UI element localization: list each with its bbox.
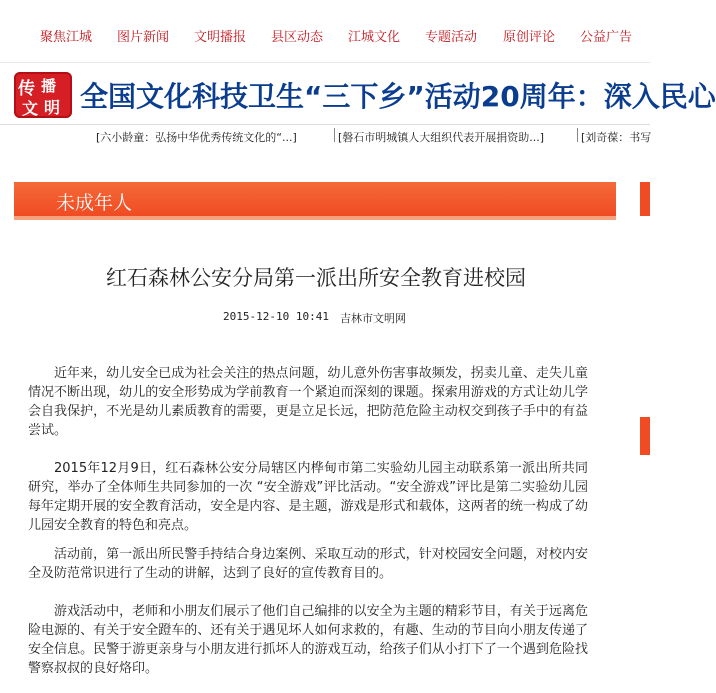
masthead-banner <box>0 62 716 125</box>
article-paragraph: 游戏活动中，老师和小朋友们展示了他们自己编排的以安全为主题的精彩节目，有关于远离危险电源的、有关于安全蹬车的、还有关于遇见坏人如何求救的，有趣、生动的节目向小朋友传递了安全信息。民警于游更亲身与小朋友进行抓坏人的游戏互动，给孩子们从小打下了一个遇到危险找警察叔叔的良好烙印。 <box>28 604 588 676</box>
svg-text:明: 明 <box>44 98 61 117</box>
ticker-item[interactable]: [磐石市明城镇人大组织代表开展捐资助...] <box>338 131 545 144</box>
nav-item-jiangcheng-culture[interactable]: 江城文化 <box>348 30 401 45</box>
sidebar-edge <box>640 182 650 216</box>
article-source: 吉林市文明网 <box>340 312 406 325</box>
article-paragraph: 近年来，幼儿安全已成为社会关注的热点问题，幼儿意外伤害事故频发，拐卖儿童、走失儿童情况不断出现，幼儿的安全形势成为学前教育一个紧迫而深刻的课题。探索用游戏的方式让幼儿学会自我保护，不光是幼儿素质教育的需要，更是立足长远，把防范危险主动权交到孩子手中的有益尝试。 <box>28 366 588 438</box>
nav-item-civilization-broadcast[interactable]: 文明播报 <box>194 30 247 45</box>
article-date: 2015-12-10 10:41 <box>223 310 329 323</box>
nav-item-jujiao[interactable]: 聚焦江城 <box>40 30 93 45</box>
article-paragraph: 活动前，第一派出所民警手持结合身边案例、采取互动的形式，针对校园安全问题，对校内安全及防范常识进行了生动的讲解，达到了良好的宣传教育目的。 <box>28 547 588 581</box>
article-title: 红石森林公安分局第一派出所安全教育进校园 <box>106 266 526 290</box>
nav-item-county-news[interactable]: 县区动态 <box>271 30 324 45</box>
logo-calligraphy-icon <box>14 72 72 118</box>
nav-item-special-events[interactable]: 专题活动 <box>425 30 478 45</box>
category-header <box>14 182 616 216</box>
ticker-item[interactable]: [六小龄童：弘扬中华优秀传统文化的“...] <box>96 131 297 144</box>
nav-item-picture-news[interactable]: 图片新闻 <box>117 30 170 45</box>
svg-text:传: 传 <box>18 79 35 99</box>
category-label[interactable]: 未成年人 <box>56 192 133 214</box>
masthead-headline[interactable]: 全国文化科技卫生“三下乡”活动20周年：深入民心 <box>80 80 716 113</box>
nav-item-public-ads[interactable]: 公益广告 <box>580 30 633 45</box>
ticker-divider <box>334 128 335 142</box>
site-logo[interactable] <box>14 72 72 118</box>
svg-text:文: 文 <box>22 99 39 118</box>
svg-text:播: 播 <box>41 77 57 95</box>
ticker-item[interactable]: [刘奇葆：书写 <box>581 131 652 144</box>
top-nav <box>0 0 650 63</box>
news-ticker <box>0 124 650 148</box>
sidebar-edge <box>640 417 650 455</box>
article-paragraph: 2015年12月9日，红石森林公安分局辖区内桦甸市第二实验幼儿园主动联系第一派出所共同研究，举办了全体师生共同参加的一次 “安全游戏”评比活动。“安全游戏”评比是第二实验幼儿园每年定期开展的安全教育活动，安全是内容、是主题，游戏是形式和载体，这两者的统一构成了幼儿园安全教育的特色和亮点。 <box>28 461 588 533</box>
ticker-divider <box>577 128 578 142</box>
nav-item-original-comments[interactable]: 原创评论 <box>503 30 556 45</box>
